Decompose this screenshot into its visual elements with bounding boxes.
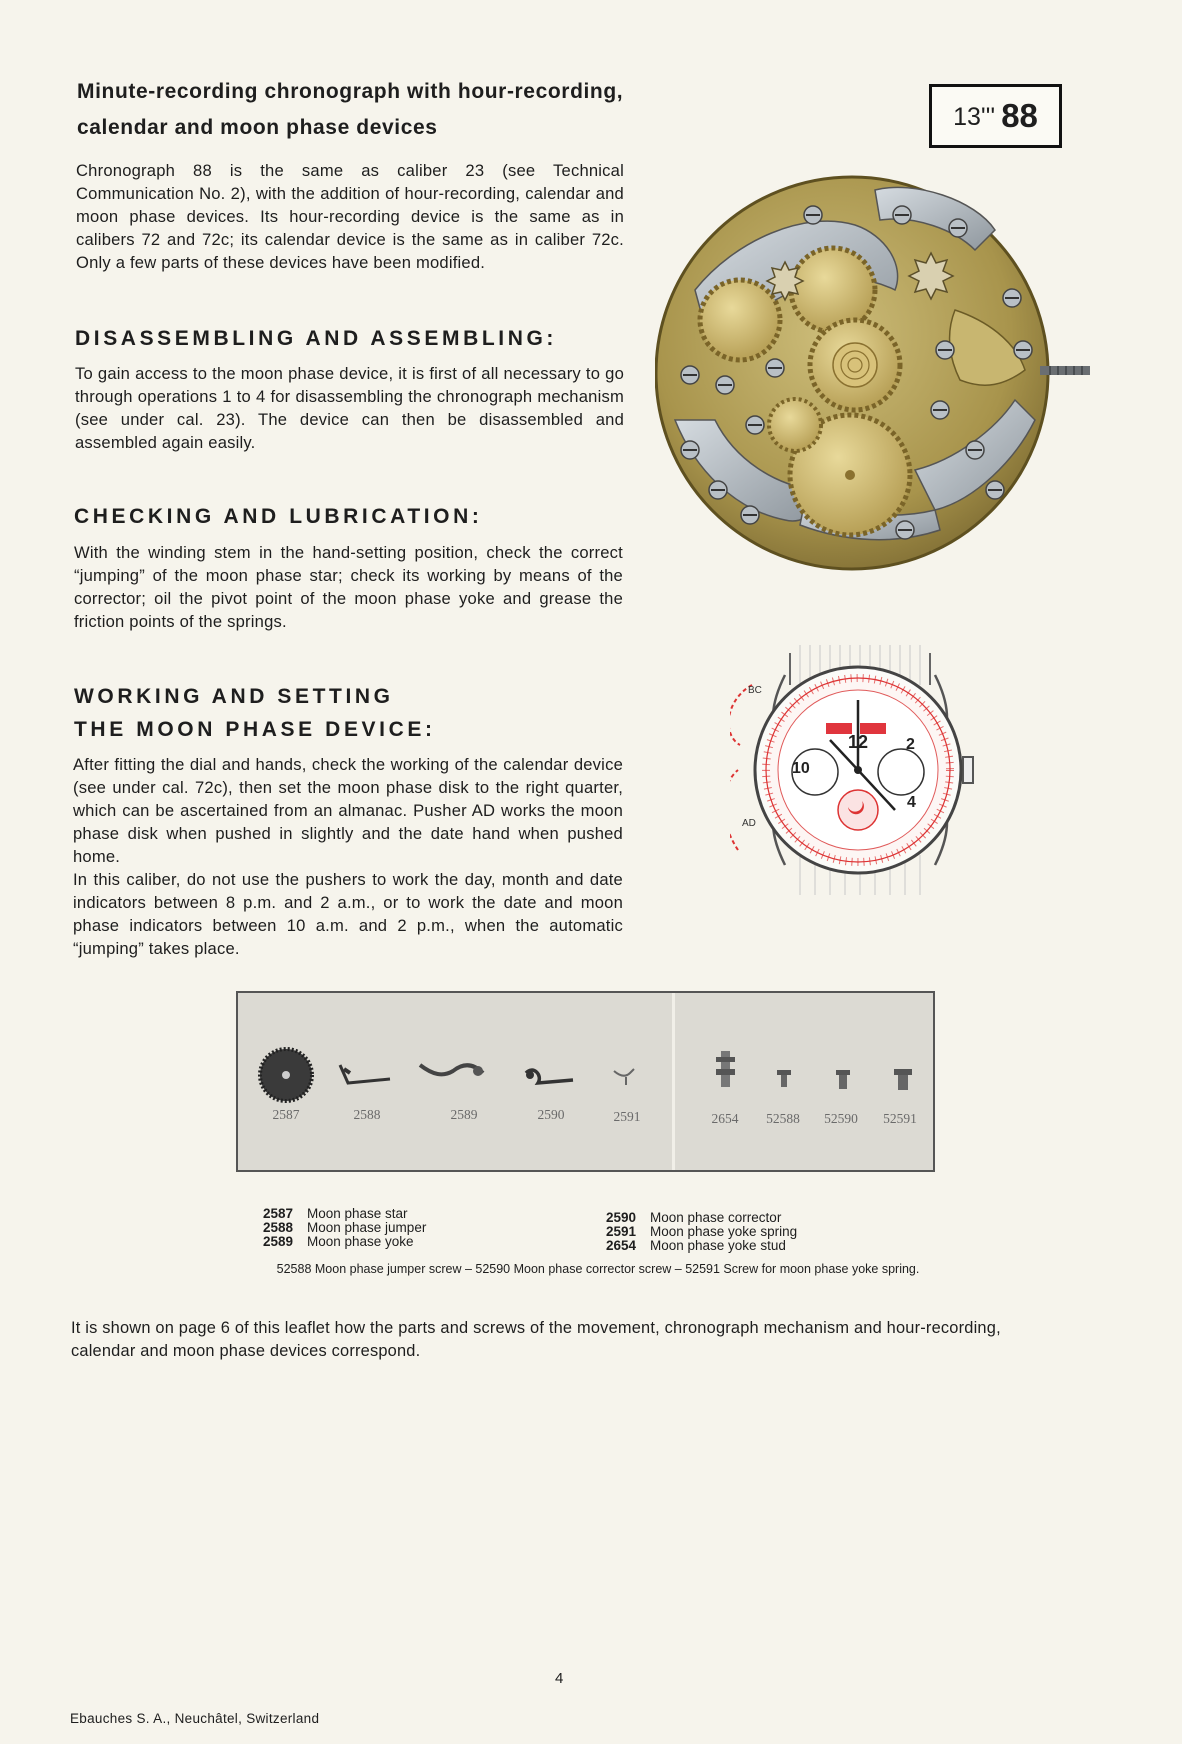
screw-number: 52588 xyxy=(766,1111,800,1126)
legend-row: 2589 Moon phase yoke xyxy=(263,1234,414,1249)
caliber-box xyxy=(929,84,1062,148)
legend-row: 2654 Moon phase yoke stud xyxy=(606,1238,786,1253)
caliber-number: 88 xyxy=(1001,97,1038,134)
caliber-size: 13''' xyxy=(953,102,996,131)
heading-working xyxy=(74,680,436,746)
part-number: 2589 xyxy=(450,1107,478,1122)
watch-diagram xyxy=(730,645,980,895)
dial-2: 2 xyxy=(906,736,915,753)
parts-images xyxy=(238,993,935,1172)
screw-number: 52591 xyxy=(883,1111,917,1126)
heading-working-line-2: THE MOON PHASE DEVICE: xyxy=(74,718,436,741)
legend-right xyxy=(606,1211,797,1253)
dial-10: 10 xyxy=(792,760,810,777)
title-line-1: Minute-recording chronograph with hour-recording, xyxy=(77,80,624,103)
legend-left xyxy=(263,1207,426,1249)
screw-number: 2654 xyxy=(711,1111,739,1126)
parts-photo xyxy=(236,991,935,1172)
working-paragraph-1: After fitting the dial and hands, check the working of the calendar device (see under cal. 72c), then set the moon phase disk to the right quarter, which can be ascertained from an almanac. Pusher AD works the moon phase disk when pushed in slightly and the date hand when pushed home. xyxy=(73,755,623,866)
part-number: 2591 xyxy=(613,1109,641,1124)
pusher-ad-label: AD xyxy=(742,818,756,829)
disassembling-paragraph: To gain access to the moon phase device, it is first of all necessary to go through operations 1 to 4 for disassembling the chronograph mechanism (see under cal. 23). The device can then be disassembled and assembled again easily. xyxy=(75,364,624,452)
closing-paragraph: It is shown on page 6 of this leaflet how the parts and screws of the movement, chronograph mechanism and hour-recording, calendar and moon phase devices correspond. xyxy=(71,1319,1001,1360)
movement-illustration xyxy=(655,170,1095,575)
part-number: 2590 xyxy=(537,1107,565,1122)
title-line-2: calendar and moon phase devices xyxy=(77,116,438,139)
screws-line: 52588 Moon phase jumper screw – 52590 Moon phase corrector screw – 52591 Screw for moon phase yoke spring. xyxy=(276,1262,920,1276)
page-title xyxy=(77,74,717,146)
legend-row: 2587 Moon phase star xyxy=(263,1206,408,1221)
legend-row: 2591 Moon phase yoke spring xyxy=(606,1224,798,1239)
part-number: 2587 xyxy=(272,1107,300,1122)
intro-paragraph: Chronograph 88 is the same as caliber 23 (see Technical Communication No. 2), with the addition of hour-recording, calendar and moon phase devices. Its hour-recording device is the same as in calibers 72 and 72c; its calendar device is the same as in caliber 72c. Only a few parts of these devices have been modified. xyxy=(76,161,624,272)
working-paragraph-2: In this caliber, do not use the pushers to work the day, month and date indicators between 8 p.m. and 2 a.m., or to work the date and moon phase indicators between 10 a.m. and 2 p.m., when the automatic “jumping” takes place. xyxy=(73,870,623,958)
page-number: 4 xyxy=(555,1670,564,1687)
screw-number: 52590 xyxy=(824,1111,858,1126)
legend-row: 2590 Moon phase corrector xyxy=(606,1210,782,1225)
legend-row: 2588 Moon phase jumper xyxy=(263,1220,427,1235)
part-number: 2588 xyxy=(353,1107,381,1122)
checking-paragraph: With the winding stem in the hand-setting position, check the correct “jumping” of the moon phase star; check its working by means of the corrector; oil the pivot point of the moon phase yoke and grease the friction points of the springs. xyxy=(74,543,623,631)
heading-working-line-1: WORKING AND SETTING xyxy=(74,685,394,708)
heading-disassembling: DISASSEMBLING AND ASSEMBLING: xyxy=(75,327,558,350)
footer: Ebauches S. A., Neuchâtel, Switzerland xyxy=(70,1711,320,1726)
dial-4: 4 xyxy=(907,794,916,811)
dial-12: 12 xyxy=(848,732,869,752)
heading-checking: CHECKING AND LUBRICATION: xyxy=(74,505,483,528)
pusher-bc-label: BC xyxy=(748,685,762,696)
